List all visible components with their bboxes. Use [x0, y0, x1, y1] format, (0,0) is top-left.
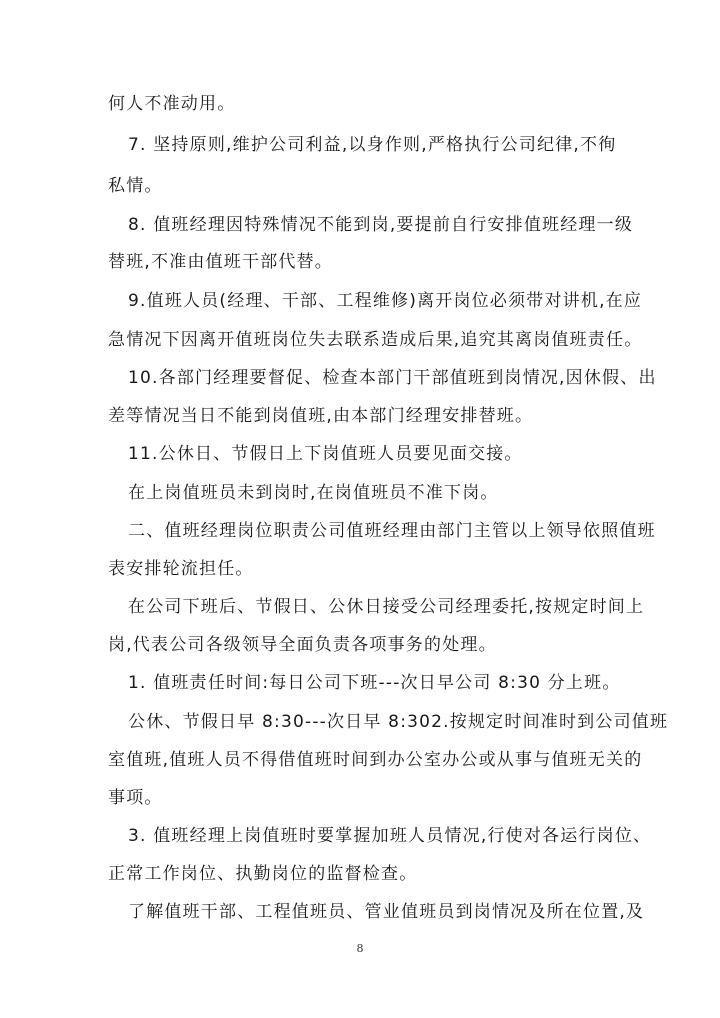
- text-line: 在上岗值班员未到岗时,在岗值班员不准下岗。: [128, 483, 499, 503]
- text-line: 8. 值班经理因特殊情况不能到岗,要提前自行安排值班经理一级: [128, 215, 634, 235]
- text-line: 事项。: [108, 788, 163, 808]
- text-line: 表安排轮流担任。: [108, 559, 254, 579]
- text-line: 私情。: [108, 176, 163, 196]
- text-line: 在公司下班后、节假日、公休日接受公司经理委托,按规定时间上: [128, 597, 645, 617]
- text-line: 室值班,值班人员不得借值班时间到办公室办公或从事与值班无关的: [108, 750, 643, 770]
- text-line: 了解值班干部、工程值班员、管业值班员到岗情况及所在位置,及: [128, 902, 645, 922]
- text-line: 公休、节假日早 8:30---次日早 8:302.按规定时间准时到公司值班: [128, 712, 669, 732]
- text-line: 差等情况当日不能到岗值班,由本部门经理安排替班。: [108, 406, 534, 426]
- text-line: 二、值班经理岗位职责公司值班经理由部门主管以上领导依照值班: [128, 521, 656, 541]
- page-number: 8: [356, 942, 364, 955]
- text-line: 何人不准动用。: [108, 94, 236, 114]
- text-line: 3. 值班经理上岗值班时要掌握加班人员情况,行使对各运行岗位、: [128, 826, 652, 846]
- text-line: 1. 值班责任时间:每日公司下班---次日早公司 8:30 分上班。: [128, 673, 621, 693]
- text-line: 替班,不准由值班干部代替。: [108, 252, 334, 272]
- text-line: 岗,代表公司各级领导全面负责各项事务的处理。: [108, 635, 497, 655]
- text-line: 正常工作岗位、执勤岗位的监督检查。: [108, 864, 418, 884]
- text-line: 10.各部门经理要督促、检查本部门干部值班到岗情况,因休假、出: [128, 368, 657, 388]
- text-line: 9.值班人员(经理、干部、工程维修)离开岗位必须带对讲机,在应: [128, 291, 643, 311]
- text-line: 7. 坚持原则,维护公司利益,以身作则,严格执行公司纪律,不徇: [128, 135, 617, 155]
- text-line: 急情况下因离开值班岗位失去联系造成后果,追究其离岗值班责任。: [108, 330, 643, 350]
- text-line: 11.公休日、节假日上下岗值班人员要见面交接。: [128, 444, 523, 464]
